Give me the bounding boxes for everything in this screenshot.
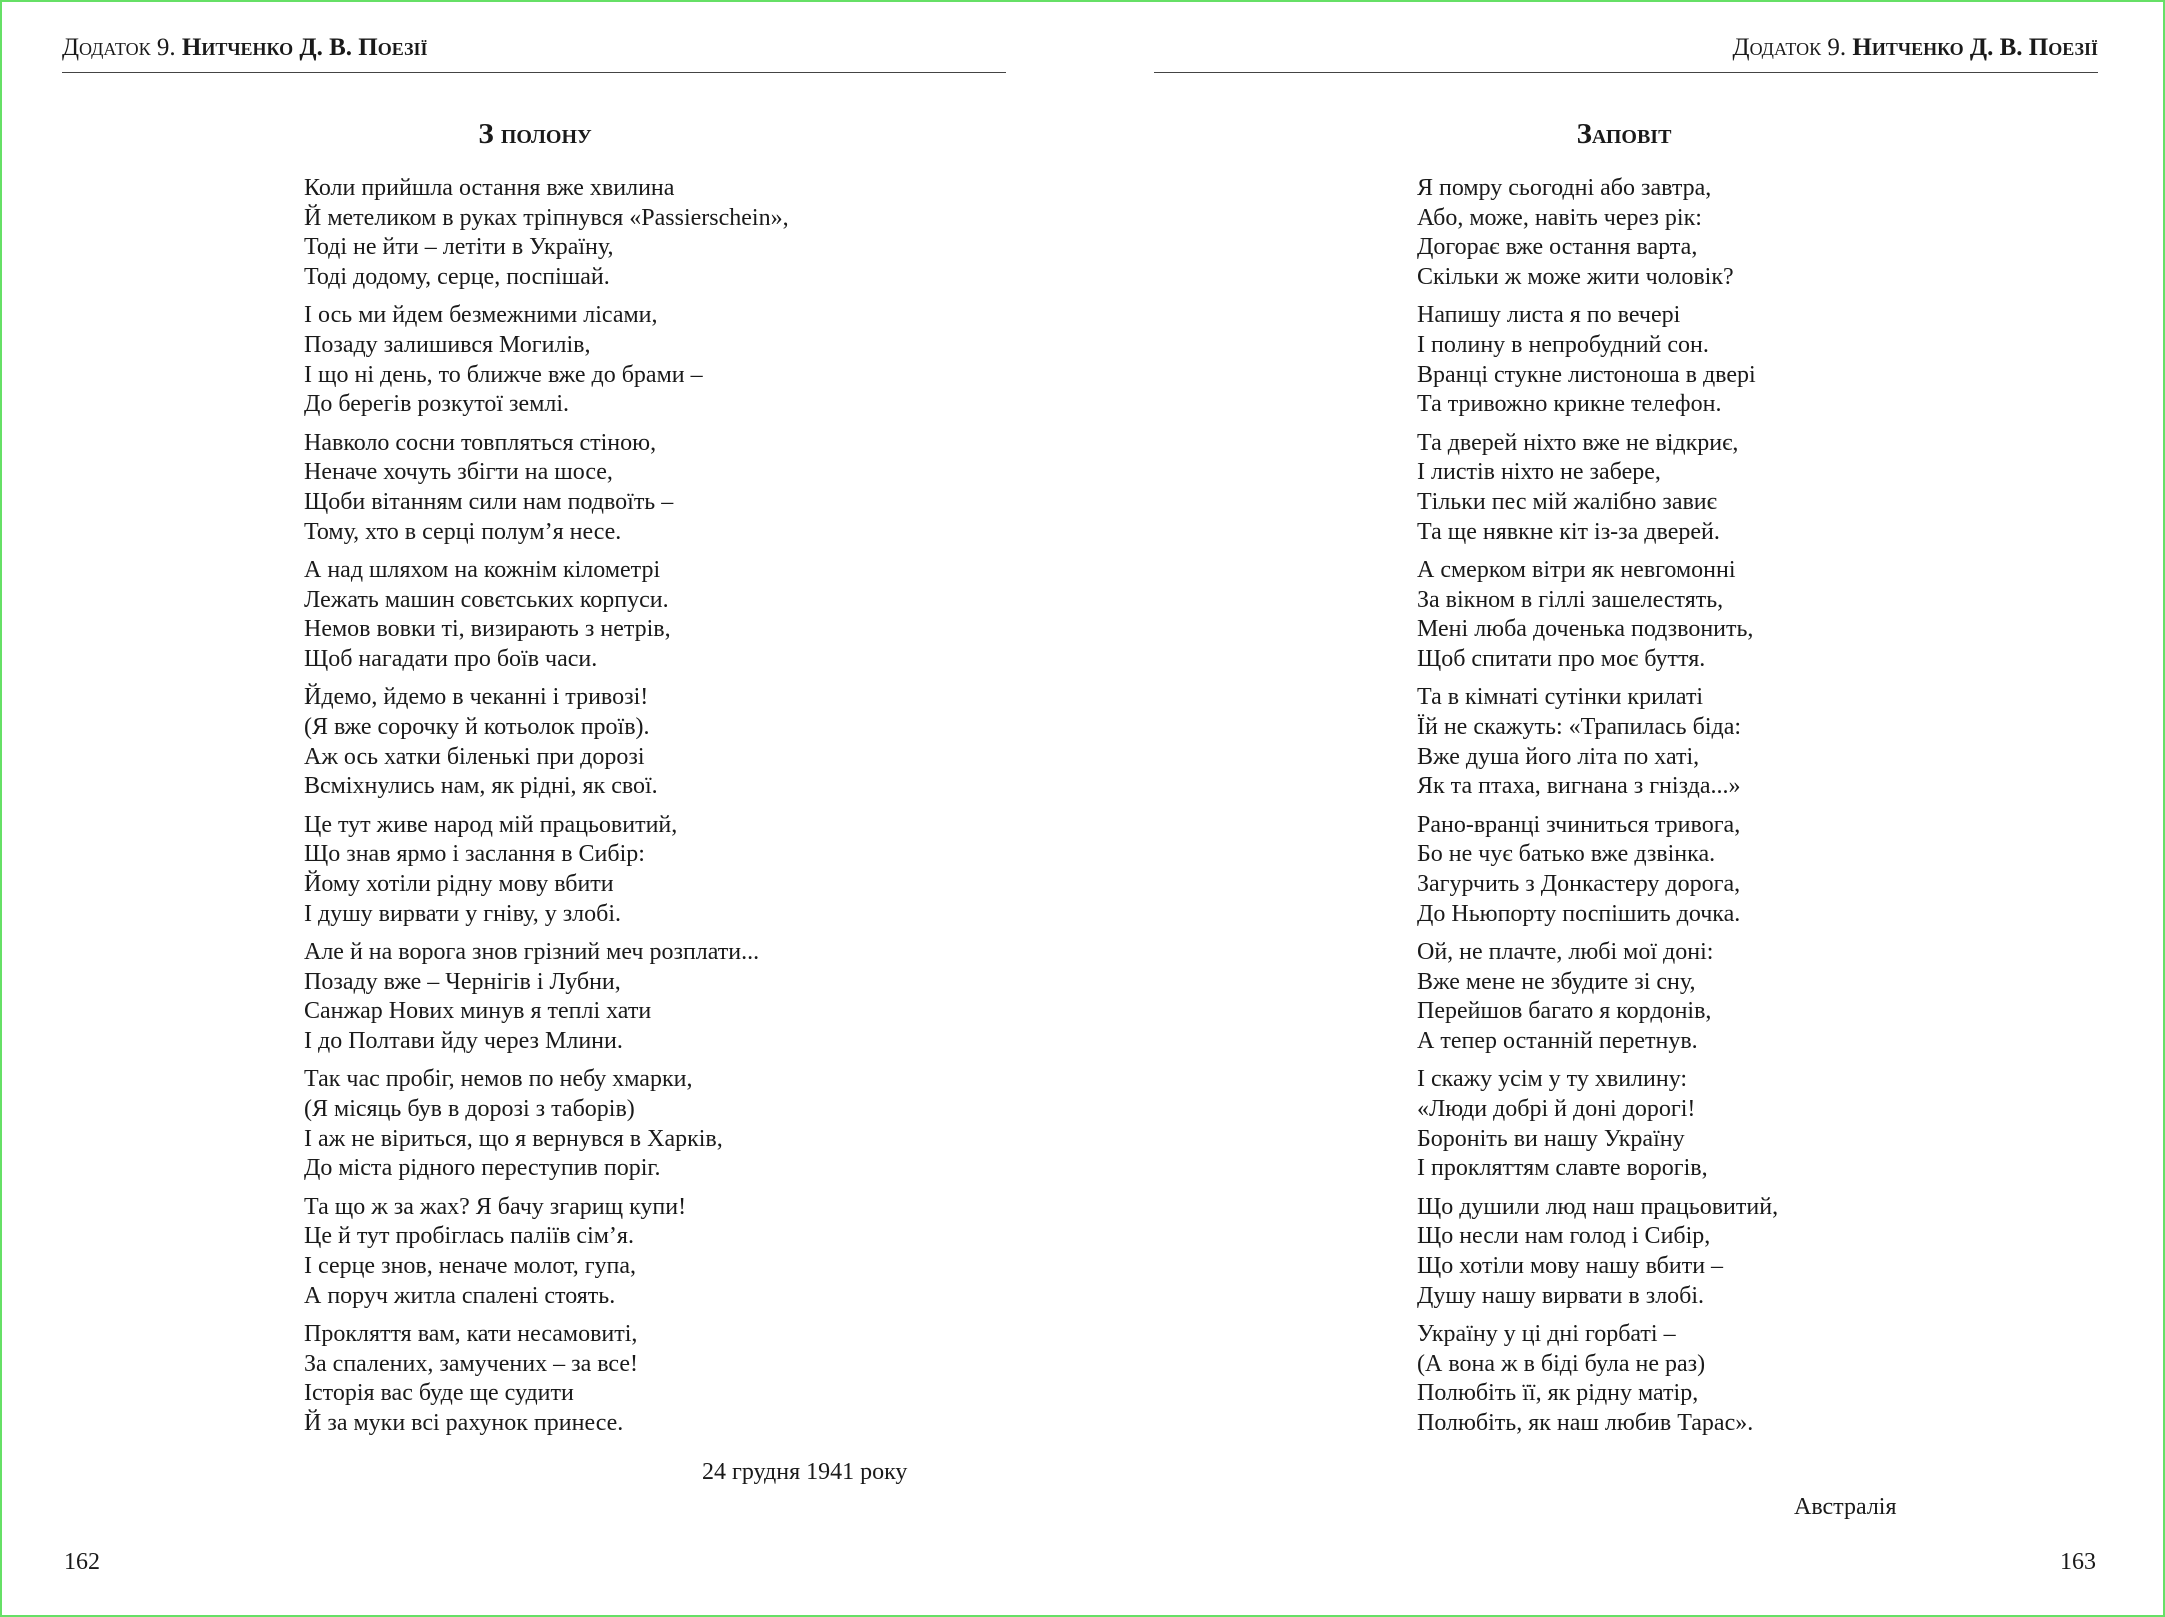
stanza — [304, 683, 944, 802]
poem-line: Тільки пес мій жалібно завиє — [1417, 489, 1717, 516]
poem-line: Що знав ярмо і заслання в Сибір: — [304, 841, 645, 868]
stanza — [304, 1193, 944, 1312]
poem-line: І листів ніхто не забере, — [1417, 459, 1661, 486]
poem-line: Так час пробіг, немов по небу хмарки, — [304, 1066, 693, 1093]
poem-line: За вікном в гіллі зашелестять, — [1417, 586, 1724, 613]
stanza — [1417, 1193, 2057, 1312]
poem-line: Та тривожно крикне телефон. — [1417, 391, 1722, 418]
poem-line: (Я вже сорочку й котьолок проїв). — [304, 713, 650, 740]
poem-line: Позаду залишився Могилів, — [304, 332, 591, 359]
header-title: Нитченко Д. В. Поезії — [181, 34, 428, 61]
poem-line: Але й на ворога знов грізний меч розплати... — [304, 938, 760, 965]
poem-line: Це й тут пробіглась паліїв сім’я. — [304, 1223, 634, 1250]
poem-line: Душу нашу вирвати в злобі. — [1417, 1282, 1705, 1309]
poem-line: Немов вовки ті, визирають з нетрів, — [304, 616, 671, 643]
poem-line: Та дверей ніхто вже не відкриє, — [1417, 429, 1739, 456]
poem-line: Й метеликом в руках тріпнувся «Passierschein», — [304, 204, 789, 231]
poem-date: 24 грудня 1941 року — [702, 1459, 908, 1485]
poem-line: Перейшов багато я кордонів, — [1417, 998, 1712, 1025]
poem-line: Щоби вітанням сили нам подвоїть – — [304, 489, 674, 516]
poem-line: Йдемо, йдемо в чеканні і тривозі! — [304, 684, 649, 711]
stanza — [1417, 811, 2057, 930]
poem-line: Бо не чує батько вже дзвінка. — [1417, 841, 1716, 868]
poem-line: Бороніть ви нашу Україну — [1417, 1125, 1685, 1152]
poem-line: А поруч житла спалені стоять. — [304, 1282, 616, 1309]
poem-line: Тоді не йти – летіти в Україну, — [304, 234, 614, 261]
poem-line: Прокляття вам, кати несамовиті, — [304, 1320, 638, 1347]
header-appendix: Додаток 9. — [62, 34, 176, 61]
poem-line: Що хотіли мову нашу вбити – — [1417, 1252, 1724, 1279]
poem-line: Йому хотіли рідну мову вбити — [304, 870, 614, 897]
left-page — [2, 2, 1084, 1615]
poem-line: До міста рідного переступив поріг. — [304, 1155, 661, 1182]
poem-line: До берегів розкутої землі. — [304, 391, 570, 418]
header-appendix: Додаток 9. — [1732, 34, 1847, 61]
running-header — [1154, 32, 2098, 73]
stanza — [304, 1320, 944, 1439]
poem-line: І що ні день, то ближче вже до брами – — [304, 361, 703, 388]
poem-title: Заповіт — [1576, 118, 1672, 150]
poem-line: Вже мене не збудите зі сну, — [1417, 968, 1696, 995]
poem-body — [304, 174, 944, 1447]
poem-line: Коли прийшла остання вже хвилина — [304, 175, 675, 201]
poem-line: Скільки ж може жити чоловік? — [1417, 264, 1734, 291]
poem-line: Напишу листа я по вечері — [1417, 302, 1681, 329]
poem-line: Лежать машин совєтських корпуси. — [304, 586, 669, 613]
stanza — [1417, 429, 2057, 548]
running-header — [62, 32, 1006, 73]
poem-line: Неначе хочуть збігти на шосе, — [304, 459, 613, 486]
stanza — [304, 301, 944, 420]
poem-body — [1417, 174, 2057, 1447]
poem-line: Навколо сосни товпляться стіною, — [304, 429, 657, 456]
poem-line: Або, може, навіть через рік: — [1417, 204, 1702, 231]
poem-line: Та ще нявкне кіт із-за дверей. — [1417, 518, 1720, 545]
poem-line: Та в кімнаті сутінки крилаті — [1417, 684, 1704, 711]
poem-line: Україну у ці дні горбаті – — [1417, 1320, 1676, 1347]
poem-line: Санжар Нових минув я теплі хати — [304, 998, 652, 1025]
stanza — [1417, 683, 2057, 802]
stanza — [1417, 301, 2057, 420]
page-number: 163 — [2060, 1549, 2096, 1575]
poem-title: З полону — [478, 118, 592, 150]
poem-line: Я помру сьогодні або завтра, — [1417, 175, 1712, 201]
poem-line: І аж не віриться, що я вернувся в Харків, — [304, 1125, 723, 1152]
poem-line: Аж ось хатки біленькі при дорозі — [304, 743, 645, 770]
stanza — [304, 811, 944, 930]
poem-line: Це тут живе народ мій працьовитий, — [304, 811, 678, 838]
poem-line: А смерком вітри як невгомонні — [1417, 556, 1736, 583]
poem-line: Вранці стукне листоноша в двері — [1417, 361, 1756, 388]
poem-line: До Ньюпорту поспішить дочка. — [1417, 900, 1741, 927]
poem-line: І полину в непробудний сон. — [1417, 332, 1709, 359]
poem-line: І ось ми йдем безмежними лісами, — [304, 302, 658, 329]
poem-line: Полюбіть її, як рідну матір, — [1417, 1380, 1699, 1407]
stanza — [1417, 1065, 2057, 1184]
poem-line: І душу вирвати у гніву, у злобі. — [304, 900, 622, 927]
stanza — [1417, 938, 2057, 1057]
stanza — [1417, 1320, 2057, 1439]
stanza — [304, 556, 944, 675]
poem-line: «Люди добрі й доні дорогі! — [1417, 1095, 1696, 1122]
stanza — [1417, 556, 2057, 675]
stanza — [304, 938, 944, 1057]
poem-line: Що несли нам голод і Сибір, — [1417, 1223, 1711, 1250]
poem-line: (А вона ж в біді була не раз) — [1417, 1350, 1706, 1377]
poem-line: Щоб нагадати про боїв часи. — [304, 646, 598, 673]
poem-line: Рано-вранці зчиниться тривога, — [1417, 811, 1741, 838]
poem-line: Що душили люд наш працьовитий, — [1417, 1193, 1779, 1220]
poem-line: Тоді додому, серце, поспішай. — [304, 264, 610, 291]
poem-line: Догорає вже остання варта, — [1417, 234, 1698, 261]
poem-line: Щоб спитати про моє буття. — [1417, 646, 1706, 673]
poem-line: А над шляхом на кожнім кілометрі — [304, 556, 661, 583]
poem-line: Їй не скажуть: «Трапилась біда: — [1417, 713, 1742, 740]
poem-line: Полюбіть, як наш любив Тарас». — [1417, 1409, 1754, 1436]
page-number: 162 — [64, 1549, 100, 1575]
poem-line: Та що ж за жах? Я бачу згарищ купи! — [304, 1193, 687, 1220]
stanza — [304, 174, 944, 293]
poem-line: І скажу усім у ту хвилину: — [1417, 1066, 1688, 1093]
header-title: Нитченко Д. В. Поезії — [1852, 34, 2098, 61]
poem-line: І прокляттям славте ворогів, — [1417, 1155, 1708, 1182]
stanza — [304, 1065, 944, 1184]
poem-line: Всміхнулись нам, як рідні, як свої. — [304, 773, 658, 800]
poem-line: Мені люба доченька подзвонить, — [1417, 616, 1754, 643]
poem-line: А тепер останній перетнув. — [1417, 1027, 1698, 1054]
poem-line: Тому, хто в серці полум’я несе. — [304, 518, 622, 545]
poem-line: І серце знов, неначе молот, гупа, — [304, 1252, 637, 1279]
poem-line: Вже душа його літа по хаті, — [1417, 743, 1700, 770]
poem-line: Загурчить з Донкастеру дорога, — [1417, 870, 1741, 897]
poem-line: І до Полтави йду через Млини. — [304, 1027, 623, 1054]
stanza — [304, 429, 944, 548]
poem-line: Ой, не плачте, любі мої доні: — [1417, 938, 1714, 965]
poem-line: Позаду вже – Чернігів і Лубни, — [304, 968, 621, 995]
right-page — [1084, 2, 2165, 1615]
poem-place: Австралія — [1794, 1494, 1897, 1520]
poem-line: Й за муки всі рахунок принесе. — [304, 1409, 624, 1436]
poem-line: Історія вас буде ще судити — [304, 1380, 574, 1407]
poem-line: (Я місяць був в дорозі з таборів) — [304, 1095, 635, 1122]
poem-line: За спалених, замучених – за все! — [304, 1350, 638, 1377]
stanza — [1417, 174, 2057, 293]
poem-line: Як та птаха, вигнана з гнізда...» — [1417, 773, 1741, 800]
